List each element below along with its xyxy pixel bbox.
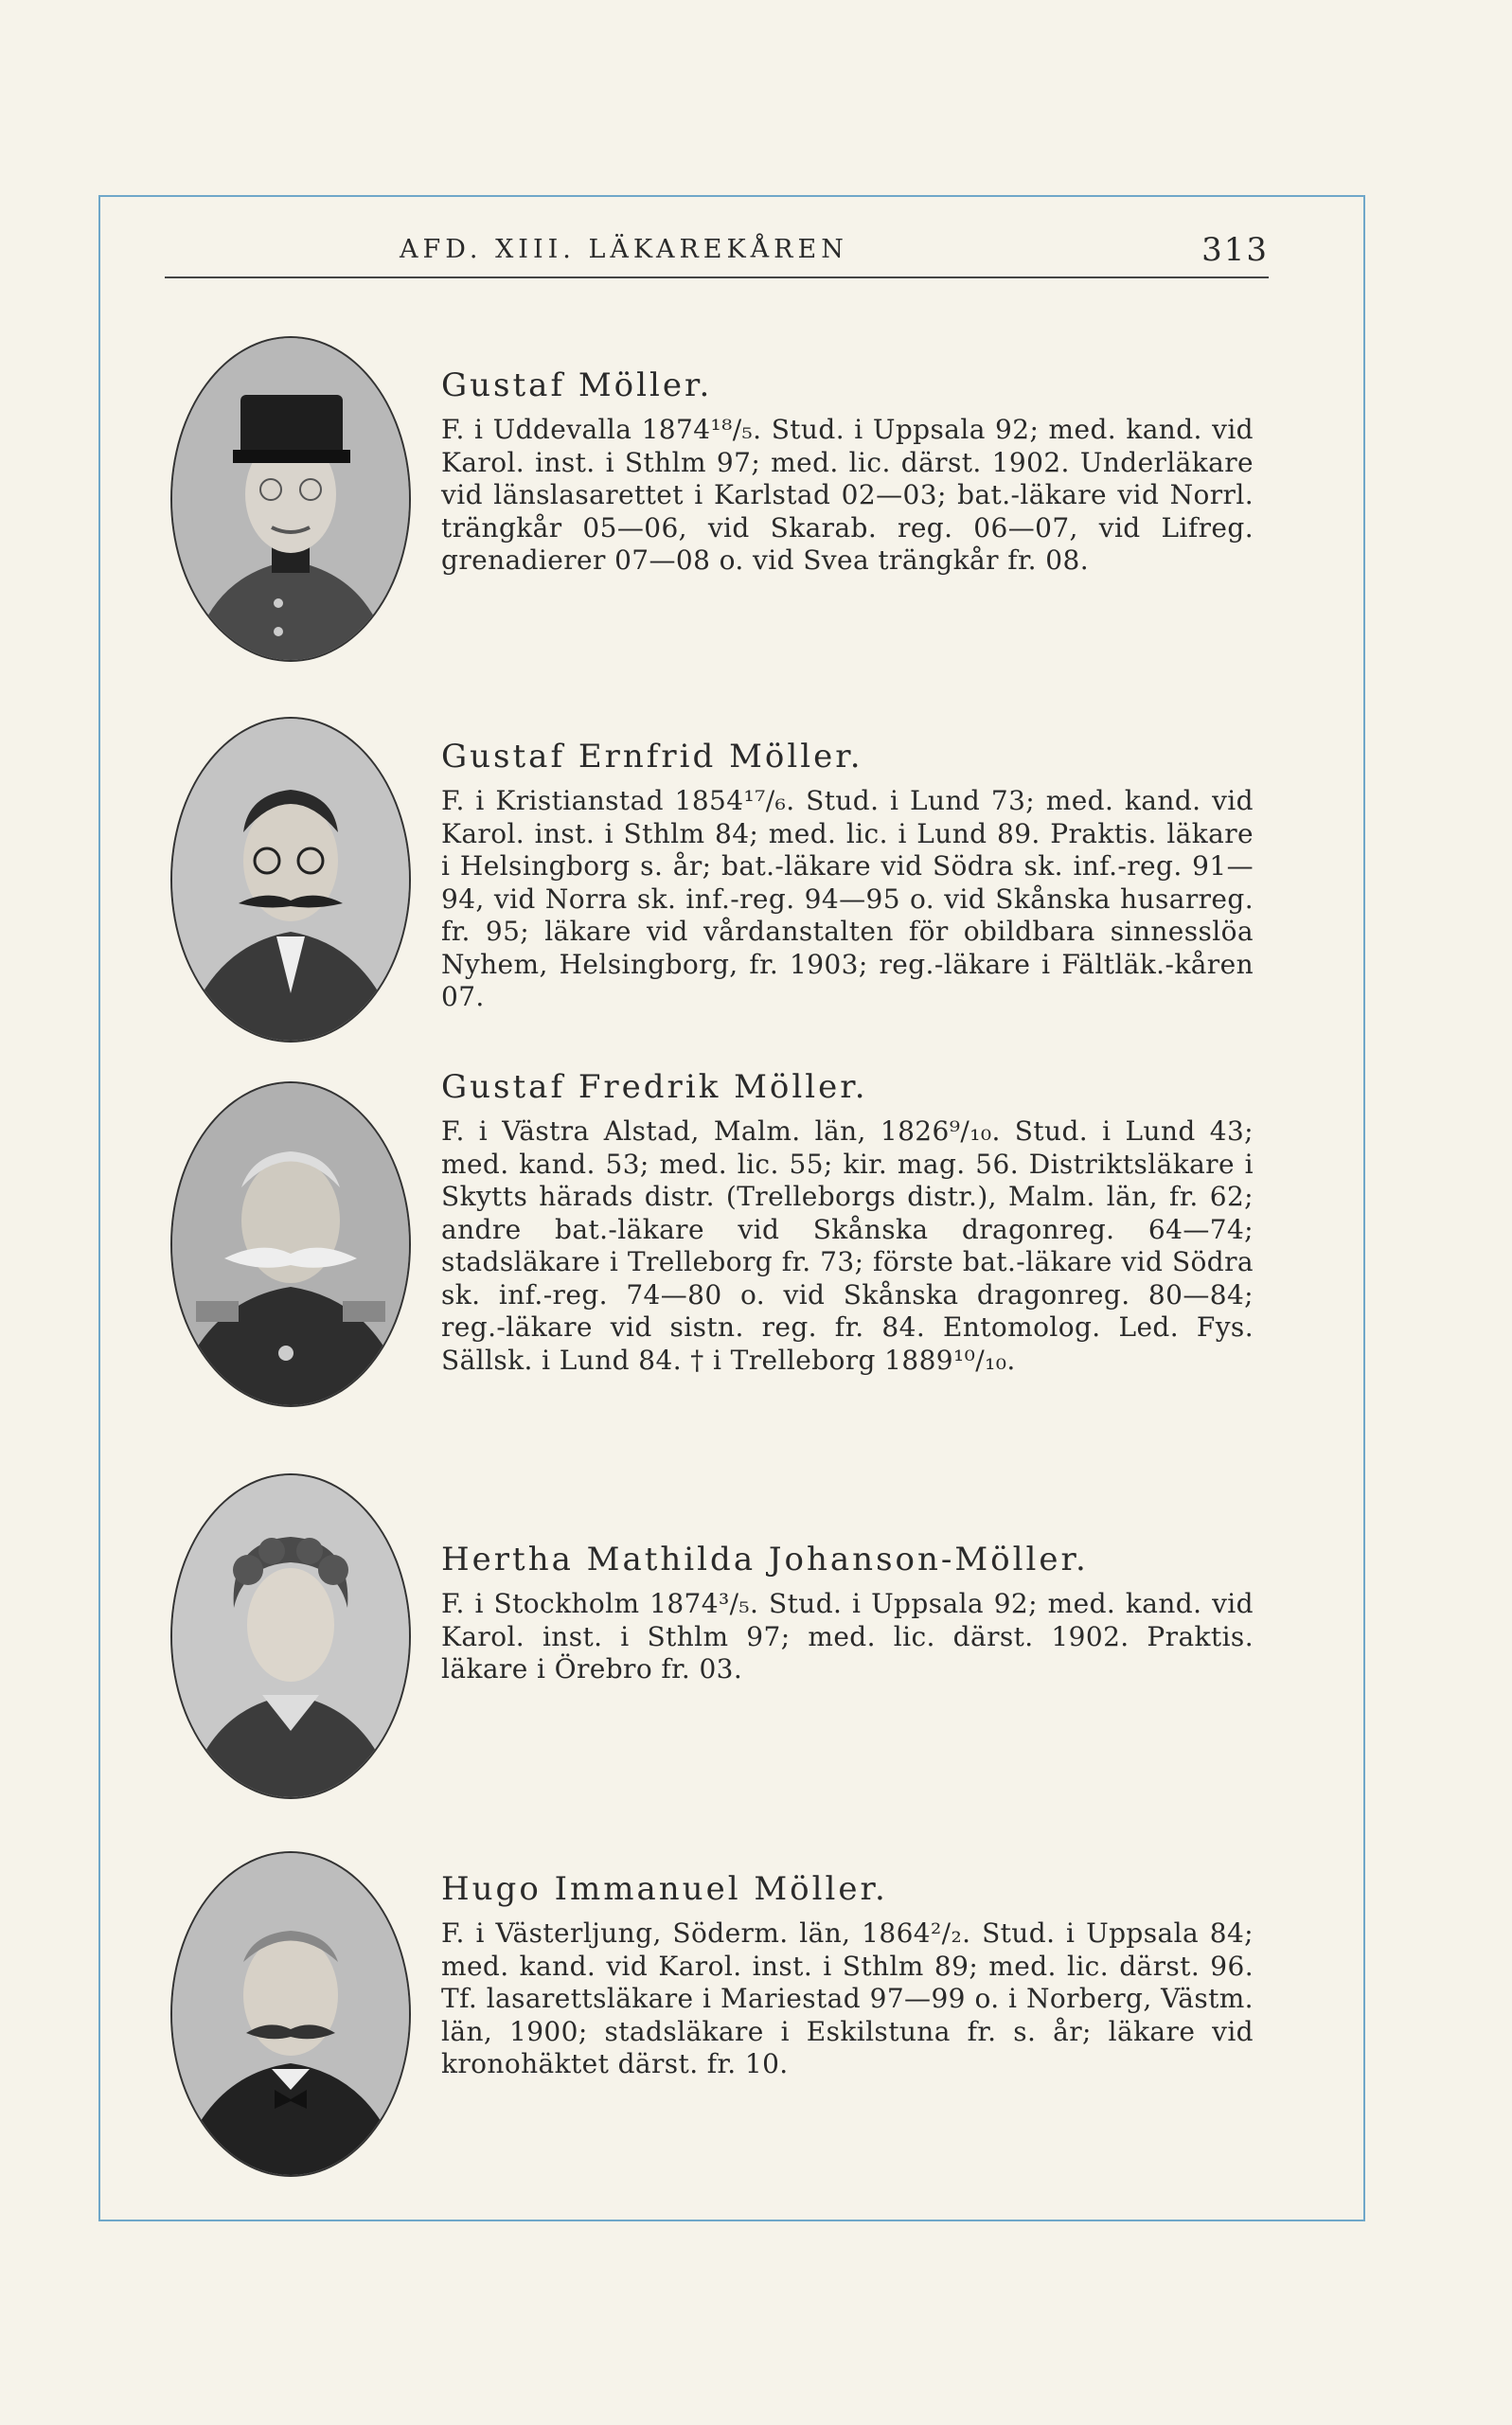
biography-text: F. i Stockholm 1874³/₅. Stud. i Uppsala 92; med. kand. vid Karol. inst. i Sthlm 97; med. lic. därst. 1902. Praktis. läkare i Örebro fr. 03. [441, 1588, 1254, 1685]
person-name: Hertha Mathilda Johanson-Möller. [441, 1541, 1089, 1578]
person-name: Gustaf Fredrik Möller. [441, 1068, 868, 1106]
person-name: Gustaf Ernfrid Möller. [441, 738, 863, 776]
entry-text [441, 1541, 1254, 1686]
biography-text: F. i Västra Alstad, Malm. län, 1826⁹/₁₀. Stud. i Lund 43; med. kand. 53; med. lic. 55; kir. mag. 56. Distriktsläkare i Skytts härads distr. (Trelleborgs distr.), Malm. län, fr. 62; andre bat.-läkare vid Skånska dragonreg. 64—74; stadsläkare i Trelleborg fr. 73; förste bat.-läkare vid Södra sk. inf.-reg. 74—80 o. vid Skånska dragonreg. 80—84; reg.-läkare vid sistn. reg. fr. 84. Entomolog. Led. Fys. Sällsk. i Lund 84. † i Trelleborg 1889¹⁰/₁₀. [441, 1115, 1254, 1376]
biography-text: F. i Västerljung, Söderm. län, 1864²/₂. Stud. i Uppsala 84; med. kand. vid Karol. inst. i Sthlm 89; med. lic. därst. 96. Tf. lasarettsläkare i Mariestad 97—99 o. i Norberg, Västm. län, 1900; stadsläkare i Eskilstuna fr. s. år; läkare vid kronohäktet därst. fr. 10. [441, 1917, 1254, 2079]
entry-text [441, 1068, 1254, 1377]
page-number: 313 [1201, 231, 1269, 269]
man-portrait-icon [172, 719, 409, 1041]
portrait-photo [170, 1081, 411, 1407]
entry-text [441, 366, 1254, 578]
running-header [165, 231, 1269, 278]
entry-text [441, 1870, 1254, 2081]
officer-portrait-icon [172, 338, 409, 660]
man-bowtie-portrait-icon [172, 1853, 409, 2175]
person-name: Gustaf Möller. [441, 366, 713, 404]
person-name: Hugo Immanuel Möller. [441, 1870, 888, 1908]
biography-text: F. i Kristianstad 1854¹⁷/₆. Stud. i Lund 73; med. kand. vid Karol. inst. i Sthlm 84; med. lic. i Lund 89. Praktis. läkare i Helsingborg s. år; bat.-läkare vid Södra sk. inf.-reg. 91—94, vid Norra sk. inf.-reg. 94—95 o. vid Skånska husarreg. fr. 95; läkare vid vårdanstalten för obildbara sinnesslöa Nyhem, Helsingborg, fr. 1903; reg.-läkare i Fältläk.-kåren 07. [441, 785, 1254, 1012]
elderly-officer-portrait-icon [172, 1083, 409, 1405]
portrait-photo [170, 717, 411, 1043]
portrait-photo [170, 1851, 411, 2177]
biography-text: F. i Uddevalla 1874¹⁸/₅. Stud. i Uppsala 92; med. kand. vid Karol. inst. i Sthlm 97; med. lic. därst. 1902. Underläkare vid länslasarettet i Karlstad 02—03; bat.-läkare vid Norrl. trängkår 05—06, vid Skarab. reg. 06—07, vid Lifreg. grenadierer 07—08 o. vid Svea trängkår fr. 08. [441, 414, 1254, 576]
woman-portrait-icon [172, 1475, 409, 1797]
section-title: AFD. XIII. LÄKAREKÅREN [400, 235, 848, 264]
portrait-photo [170, 336, 411, 662]
entry-text [441, 738, 1254, 1014]
portrait-photo [170, 1473, 411, 1799]
